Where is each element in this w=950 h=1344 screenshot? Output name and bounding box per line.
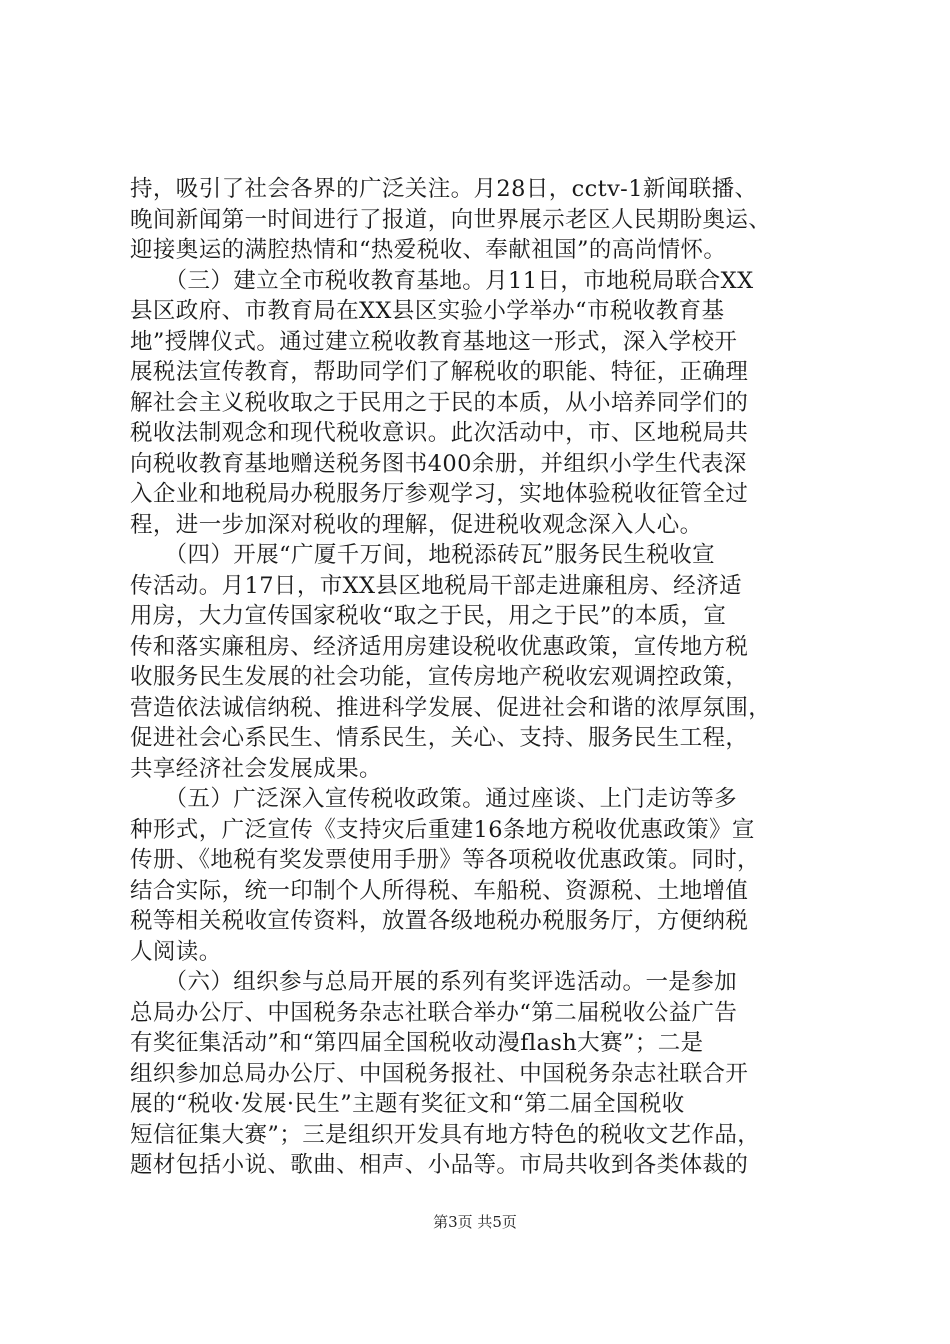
text-line: 税收法制观念和现代税收意识。此次活动中，市、区地税局共 — [130, 420, 749, 446]
text-line: 地”授牌仪式。通过建立税收教育基地这一形式，深入学校开 — [130, 328, 738, 355]
text-line: （四）开展“广厦千万间，地税添砖瓦”服务民生税收宣 — [130, 542, 716, 568]
text-line: 人阅读。 — [130, 938, 222, 965]
text-line: 结合实际，统一印制个人所得税、车船税、资源税、土地增值 — [130, 877, 749, 904]
text-line: （三）建立全市税收教育基地。月11日，市地税局联合XX — [130, 267, 754, 294]
text-line: （五）广泛深入宣传税收政策。通过座谈、上门走访等多 — [130, 786, 738, 812]
text-line: 入企业和地税局办税服务厅参观学习，实地体验税收征管全过 — [130, 481, 749, 507]
text-line: 传册、《地税有奖发票使用手册》等各项税收优惠政策。同时， — [130, 847, 760, 873]
text-line: 持，吸引了社会各界的广泛关注。月28日，cctv-1新闻联播、 — [130, 176, 758, 202]
text-line: 营造依法诚信纳税、推进科学发展、促进社会和谐的浓厚氛围， — [130, 694, 772, 721]
text-line: 程，进一步加深对税收的理解，促进税收观念深入人心。 — [130, 511, 703, 538]
text-line: 组织参加总局办公厅、中国税务报社、中国税务杂志社联合开 — [130, 1060, 749, 1087]
text-line: 短信征集大赛”；三是组织开发具有地方特色的税收文艺作品， — [130, 1121, 761, 1148]
text-line: 县区政府、市教育局在XX县区实验小学举办“市税收教育基 — [130, 298, 725, 324]
text-line: 解社会主义税收取之于民用之于民的本质，从小培养同学们的 — [130, 389, 749, 416]
text-line: 晚间新闻第一时间进行了报道，向世界展示老区人民期盼奥运、 — [130, 206, 772, 233]
body-text — [130, 174, 830, 1181]
text-line: 题材包括小说、歌曲、相声、小品等。市局共收到各类体裁的 — [130, 1152, 749, 1178]
text-line: 用房，大力宣传国家税收“取之于民，用之于民”的本质，宣 — [130, 603, 727, 629]
text-line: 共享经济社会发展成果。 — [130, 755, 382, 782]
text-line: 迎接奥运的满腔热情和“热爱税收、奉献祖国”的高尚情怀。 — [130, 237, 727, 263]
text-line: 传和落实廉租房、经济适用房建设税收优惠政策，宣传地方税 — [130, 633, 749, 660]
text-line: （六）组织参与总局开展的系列有奖评选活动。一是参加 — [130, 969, 738, 995]
page-footer: 第3页 共5页 — [433, 1213, 517, 1231]
text-line: 种形式，广泛宣传《支持灾后重建16条地方税收优惠政策》宣 — [130, 816, 755, 843]
text-line: 收服务民生发展的社会功能，宣传房地产税收宏观调控政策， — [130, 664, 749, 690]
text-line: 促进社会心系民生、情系民生，关心、支持、服务民生工程， — [130, 725, 749, 751]
text-line: 展的“税收·发展·民生”主题有奖征文和“第二届全国税收 — [130, 1091, 685, 1117]
text-line: 展税法宣传教育，帮助同学们了解税收的职能、特征，正确理 — [130, 359, 749, 385]
text-line: 传活动。月17日，市XX县区地税局干部走进廉租房、经济适 — [130, 572, 742, 599]
text-line: 税等相关税收宣传资料，放置各级地税办税服务厅，方便纳税 — [130, 908, 749, 934]
text-line: 总局办公厅、中国税务杂志社联合举办“第二届税收公益广告 — [130, 999, 738, 1026]
text-line: 有奖征集活动”和“第四届全国税收动漫flash大赛”；二是 — [130, 1030, 704, 1056]
text-line: 向税收教育基地赠送税务图书400余册，并组织小学生代表深 — [130, 450, 747, 477]
